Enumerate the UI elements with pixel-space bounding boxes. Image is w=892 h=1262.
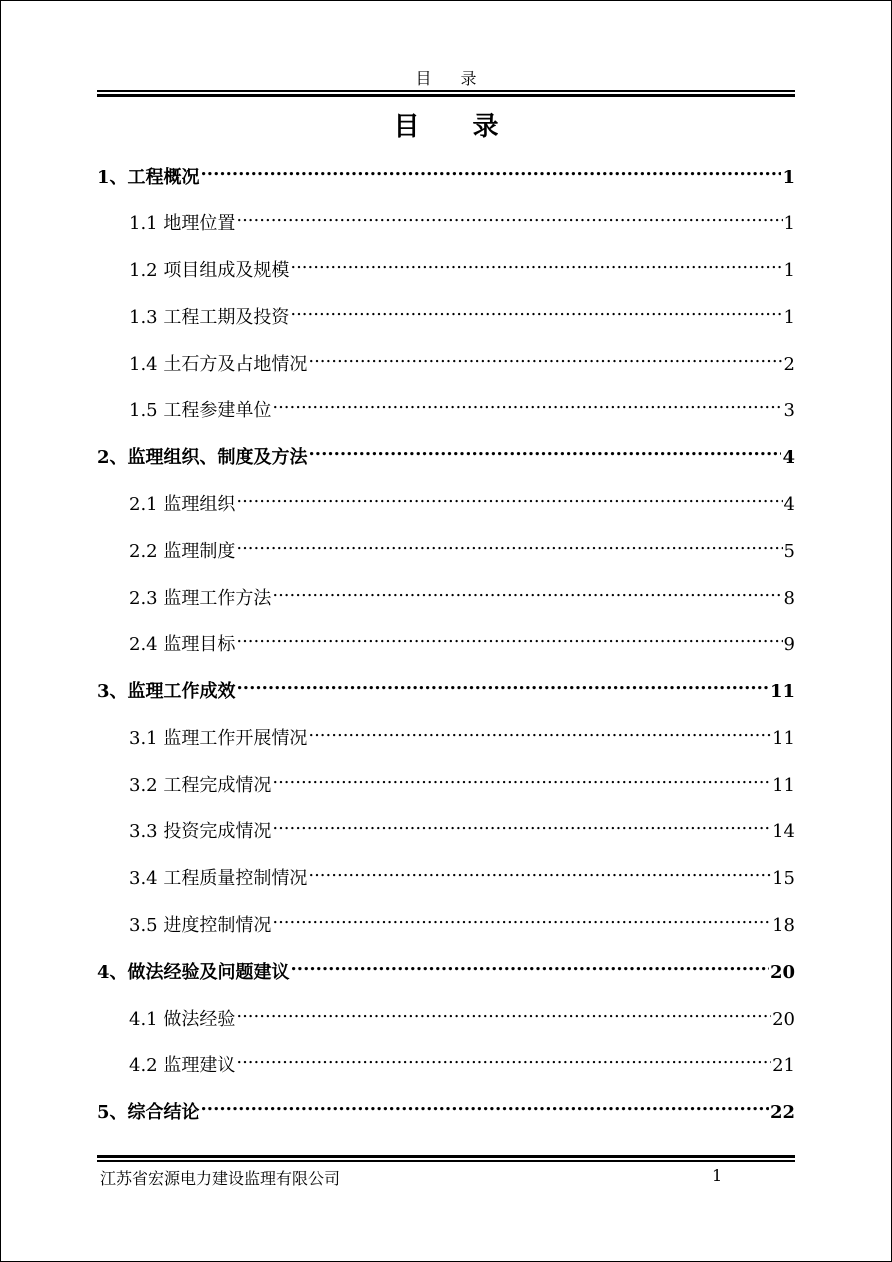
toc-entry-title: 1.5 工程参建单位 bbox=[129, 400, 272, 421]
toc-entry-title: 1.1 地理位置 bbox=[129, 213, 236, 234]
toc-entry-1-1[interactable] bbox=[129, 203, 795, 234]
toc-dot-leader bbox=[237, 671, 769, 697]
toc-entry-2-4[interactable] bbox=[129, 624, 795, 655]
toc-entry-page: 11 bbox=[769, 681, 795, 702]
toc-entry-page: 21 bbox=[772, 1055, 795, 1076]
toc-dot-leader bbox=[236, 203, 782, 229]
toc-entry-1-2[interactable] bbox=[129, 250, 795, 281]
toc-entry-2[interactable] bbox=[97, 437, 795, 468]
toc-entry-title: 1.4 土石方及占地情况 bbox=[129, 354, 308, 375]
toc-dot-leader bbox=[309, 437, 782, 463]
toc-entry-title: 4.2 监理建议 bbox=[129, 1055, 236, 1076]
toc-entry-page: 20 bbox=[772, 1009, 795, 1030]
page-title: 目 录 bbox=[393, 112, 521, 142]
toc-entry-2-2[interactable] bbox=[129, 531, 795, 562]
toc-entry-page: 9 bbox=[783, 634, 795, 655]
toc-entry-title: 3.5 进度控制情况 bbox=[129, 915, 272, 936]
toc-entry-title: 1.2 项目组成及规模 bbox=[129, 260, 290, 281]
toc-dot-leader bbox=[272, 390, 782, 416]
toc-dot-leader bbox=[291, 952, 769, 978]
toc-entry-title: 3.4 工程质量控制情况 bbox=[129, 868, 308, 889]
footer-company-name: 江苏省宏源电力建设监理有限公司 bbox=[100, 1169, 341, 1188]
toc-entry-title: 1、工程概况 bbox=[97, 167, 200, 188]
toc-entry-title: 2.4 监理目标 bbox=[129, 634, 236, 655]
toc-entry-page: 1 bbox=[783, 213, 795, 234]
toc-dot-leader bbox=[308, 718, 771, 744]
header-rule-thin bbox=[97, 90, 795, 92]
toc-entry-title: 2、监理组织、制度及方法 bbox=[97, 447, 308, 468]
toc-entry-title: 3.3 投资完成情况 bbox=[129, 821, 272, 842]
running-header: 目 录 bbox=[415, 69, 489, 88]
toc-dot-leader bbox=[272, 905, 771, 931]
toc-dot-leader bbox=[272, 578, 782, 604]
toc-dot-leader bbox=[236, 624, 782, 650]
toc-dot-leader bbox=[308, 858, 771, 884]
toc-entry-page: 18 bbox=[772, 915, 795, 936]
toc-entry-title: 2.3 监理工作方法 bbox=[129, 588, 272, 609]
toc-entry-4-2[interactable] bbox=[129, 1045, 795, 1076]
toc-dot-leader bbox=[201, 157, 782, 183]
toc-entry-3-2[interactable] bbox=[129, 765, 795, 796]
toc-entry-page: 22 bbox=[769, 1102, 795, 1123]
footer-page-number: 1 bbox=[712, 1166, 723, 1185]
toc-dot-leader bbox=[236, 484, 782, 510]
toc-entry-3-3[interactable] bbox=[129, 811, 795, 842]
toc-entry-title: 2.2 监理制度 bbox=[129, 541, 236, 562]
toc-entry-page: 3 bbox=[783, 400, 795, 421]
header-rule-thick bbox=[97, 94, 795, 97]
toc-entry-page: 20 bbox=[769, 962, 795, 983]
toc-entry-page: 11 bbox=[772, 775, 795, 796]
toc-entry-page: 4 bbox=[783, 494, 795, 515]
toc-entry-3-4[interactable] bbox=[129, 858, 795, 889]
toc-dot-leader bbox=[290, 250, 782, 276]
toc-entry-page: 2 bbox=[783, 354, 795, 375]
toc-entry-3[interactable] bbox=[97, 671, 795, 702]
toc-entry-page: 8 bbox=[783, 588, 795, 609]
toc-entry-title: 5、综合结论 bbox=[97, 1102, 200, 1123]
toc-entry-page: 1 bbox=[783, 260, 795, 281]
toc-entry-2-3[interactable] bbox=[129, 578, 795, 609]
toc-entry-1-4[interactable] bbox=[129, 344, 795, 375]
toc-entry-5[interactable] bbox=[97, 1092, 795, 1123]
toc-entry-4-1[interactable] bbox=[129, 999, 795, 1030]
toc-dot-leader bbox=[308, 344, 782, 370]
toc-entry-4[interactable] bbox=[97, 952, 795, 983]
toc-entry-1-3[interactable] bbox=[129, 297, 795, 328]
toc-entry-page: 1 bbox=[782, 167, 795, 188]
toc-dot-leader bbox=[290, 297, 782, 323]
toc-entry-page: 5 bbox=[783, 541, 795, 562]
toc-entry-2-1[interactable] bbox=[129, 484, 795, 515]
toc-entry-title: 1.3 工程工期及投资 bbox=[129, 307, 290, 328]
toc-dot-leader bbox=[272, 811, 771, 837]
toc-dot-leader bbox=[236, 999, 771, 1025]
toc-entry-3-5[interactable] bbox=[129, 905, 795, 936]
toc-entry-title: 4、做法经验及问题建议 bbox=[97, 962, 290, 983]
toc-entry-3-1[interactable] bbox=[129, 718, 795, 749]
toc-entry-1[interactable] bbox=[97, 157, 795, 188]
toc-dot-leader bbox=[272, 765, 771, 791]
toc-entry-page: 4 bbox=[782, 447, 795, 468]
toc-entry-title: 4.1 做法经验 bbox=[129, 1009, 236, 1030]
toc-entry-title: 3、监理工作成效 bbox=[97, 681, 236, 702]
toc-entry-title: 3.1 监理工作开展情况 bbox=[129, 728, 308, 749]
footer-rule-thin bbox=[97, 1160, 795, 1162]
toc-entry-page: 11 bbox=[772, 728, 795, 749]
toc-dot-leader bbox=[236, 531, 782, 557]
toc-entry-1-5[interactable] bbox=[129, 390, 795, 421]
toc-entry-page: 1 bbox=[783, 307, 795, 328]
toc-entry-page: 15 bbox=[772, 868, 795, 889]
toc-entry-title: 2.1 监理组织 bbox=[129, 494, 236, 515]
toc-dot-leader bbox=[236, 1045, 771, 1071]
toc-entry-title: 3.2 工程完成情况 bbox=[129, 775, 272, 796]
footer-rule-thick bbox=[97, 1155, 795, 1158]
toc-entry-page: 14 bbox=[772, 821, 795, 842]
toc-dot-leader bbox=[201, 1092, 769, 1118]
